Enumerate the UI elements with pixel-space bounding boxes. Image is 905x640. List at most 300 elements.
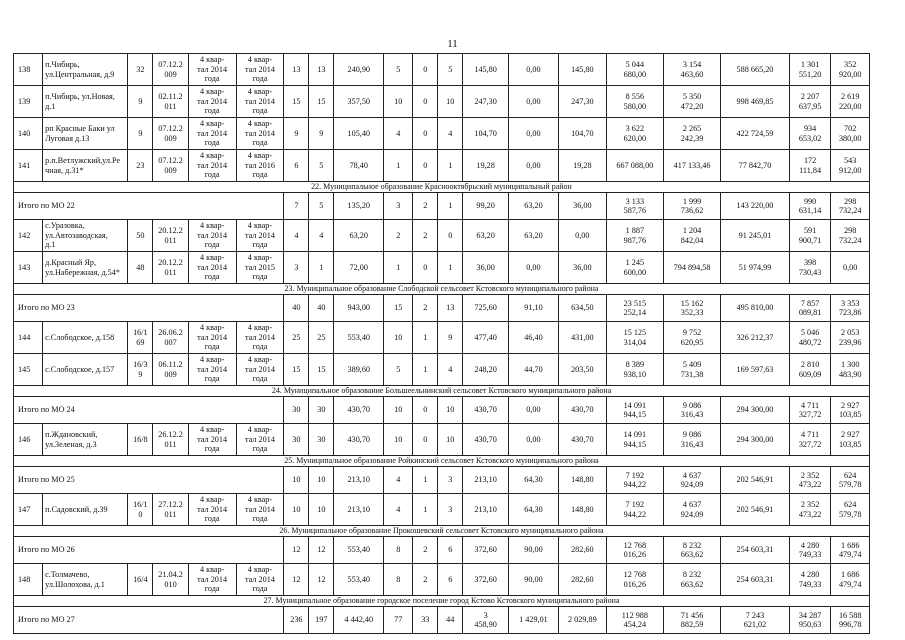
cost-local: 4 280 749,33 (789, 564, 831, 596)
doc-date: 27.12.2 011 (153, 494, 188, 526)
flats-municipal: 2 (413, 220, 438, 252)
doc-number: 9 (128, 118, 153, 150)
cost-extra: 3 353 723,86 (831, 295, 870, 322)
area-private: 282,60 (558, 564, 606, 596)
flats-private: 5 (438, 54, 463, 86)
cost-total: 5 044 680,00 (606, 54, 663, 86)
area-private: 148,80 (558, 467, 606, 494)
cost-total: 3 133 587,76 (606, 193, 663, 220)
doc-date: 26.12.2 011 (153, 424, 188, 456)
cost-local: 2 352 473,22 (789, 467, 831, 494)
flats-private: 13 (438, 295, 463, 322)
row-number: 145 (14, 354, 43, 386)
table-row (14, 150, 870, 182)
address: п.Ждановский, ул.Зеленая, д.3 (43, 424, 128, 456)
flats-total: 10 (384, 424, 413, 456)
planned-start: 4 квар- тал 2014 года (188, 424, 236, 456)
flats-private: 9 (438, 322, 463, 354)
flats-total: 8 (384, 564, 413, 596)
area-relocated: 430,70 (463, 397, 509, 424)
doc-date: 06.11.2 009 (153, 354, 188, 386)
table-row (14, 322, 870, 354)
flats-total: 77 (384, 607, 413, 634)
residents-total: 15 (284, 86, 309, 118)
doc-number: 9 (128, 86, 153, 118)
cost-extra: 2 927 103,85 (831, 424, 870, 456)
planned-start: 4 квар- тал 2014 года (188, 322, 236, 354)
section-header-row (14, 596, 870, 607)
subtotal-label: Итого по МО 27 (14, 607, 284, 634)
cost-region: 91 245,01 (721, 220, 790, 252)
cost-extra: 2 927 103,85 (831, 397, 870, 424)
flats-municipal: 2 (413, 564, 438, 596)
row-number: 142 (14, 220, 43, 252)
residents-total: 6 (284, 150, 309, 182)
cost-total: 1 245 600,00 (606, 252, 663, 284)
cost-local: 4 280 749,33 (789, 537, 831, 564)
subtotal-row (14, 467, 870, 494)
residents-total: 15 (284, 354, 309, 386)
cost-region: 202 546,91 (721, 494, 790, 526)
cost-total: 23 515 252,14 (606, 295, 663, 322)
address: д.Красный Яр, ул.Набережная, д.54* (43, 252, 128, 284)
area-relocated: 36,00 (463, 252, 509, 284)
flats-private: 44 (438, 607, 463, 634)
cost-extra: 16 588 996,78 (831, 607, 870, 634)
cost-fund: 794 894,58 (663, 252, 720, 284)
planned-start: 4 квар- тал 2014 года (188, 220, 236, 252)
cost-region: 254 603,31 (721, 564, 790, 596)
flats-municipal: 0 (413, 54, 438, 86)
flats-total: 5 (384, 354, 413, 386)
cost-region: 143 220,00 (721, 193, 790, 220)
cost-extra: 298 732,24 (831, 220, 870, 252)
doc-date: 20.12.2 011 (153, 252, 188, 284)
planned-end: 4 квар- тал 2014 года (236, 322, 284, 354)
address: п.Чибирь, ул.Новая, д.1 (43, 86, 128, 118)
flats-municipal: 1 (413, 467, 438, 494)
residents-total: 12 (284, 564, 309, 596)
cost-extra: 624 579,78 (831, 467, 870, 494)
residents-total: 236 (284, 607, 309, 634)
area-relocated: 248,20 (463, 354, 509, 386)
cost-fund: 3 154 463,60 (663, 54, 720, 86)
area-relocated: 477,40 (463, 322, 509, 354)
area-private: 36,00 (558, 252, 606, 284)
flats-private: 10 (438, 424, 463, 456)
section-header-row (14, 526, 870, 537)
area-total: 430,70 (334, 424, 384, 456)
cost-local: 2 207 637,95 (789, 86, 831, 118)
area-private: 145,80 (558, 54, 606, 86)
residents-relocated: 40 (309, 295, 334, 322)
flats-municipal: 1 (413, 354, 438, 386)
cost-region: 422 724,59 (721, 118, 790, 150)
section-title: 24. Муниципальное образование Большеельнинский сельсовет Кстовского муниципального района (14, 386, 870, 397)
residents-total: 3 (284, 252, 309, 284)
cost-fund: 1 204 842,04 (663, 220, 720, 252)
planned-end: 4 квар- тал 2014 года (236, 86, 284, 118)
section-title: 22. Муниципальное образование Краснооктябрьский муниципальный район (14, 182, 870, 193)
area-municipal: 63,20 (508, 220, 558, 252)
area-relocated: 430,70 (463, 424, 509, 456)
row-number: 141 (14, 150, 43, 182)
row-number: 146 (14, 424, 43, 456)
planned-end: 4 квар- тал 2014 года (236, 424, 284, 456)
cost-total: 12 768 016,26 (606, 537, 663, 564)
planned-end: 4 квар- тал 2014 года (236, 354, 284, 386)
area-private: 430,70 (558, 424, 606, 456)
flats-private: 3 (438, 494, 463, 526)
table-row (14, 220, 870, 252)
area-relocated: 63,20 (463, 220, 509, 252)
area-private: 634,50 (558, 295, 606, 322)
doc-date: 07.12.2 009 (153, 118, 188, 150)
area-municipal: 44,70 (508, 354, 558, 386)
residents-relocated: 25 (309, 322, 334, 354)
flats-total: 1 (384, 150, 413, 182)
area-relocated: 213,10 (463, 467, 509, 494)
flats-municipal: 0 (413, 86, 438, 118)
subtotal-label: Итого по МО 24 (14, 397, 284, 424)
cost-region: 7 243 621,02 (721, 607, 790, 634)
flats-municipal: 2 (413, 537, 438, 564)
doc-date: 21.04.2 010 (153, 564, 188, 596)
residents-relocated: 10 (309, 467, 334, 494)
cost-region: 202 546,91 (721, 467, 790, 494)
flats-total: 10 (384, 397, 413, 424)
area-municipal: 64,30 (508, 467, 558, 494)
address: п.Чибирь, ул.Центральная, д.9 (43, 54, 128, 86)
area-relocated: 145,80 (463, 54, 509, 86)
residents-relocated: 9 (309, 118, 334, 150)
cost-fund: 2 265 242,39 (663, 118, 720, 150)
area-private: 430,70 (558, 397, 606, 424)
row-number: 143 (14, 252, 43, 284)
cost-fund: 5 350 472,20 (663, 86, 720, 118)
doc-number: 50 (128, 220, 153, 252)
cost-fund: 9 752 620,95 (663, 322, 720, 354)
planned-end: 4 квар- тал 2016 года (236, 150, 284, 182)
area-total: 943,00 (334, 295, 384, 322)
residents-relocated: 12 (309, 537, 334, 564)
cost-local: 4 711 327,72 (789, 397, 831, 424)
cost-fund: 15 162 352,33 (663, 295, 720, 322)
area-private: 0,00 (558, 220, 606, 252)
area-municipal: 91,10 (508, 295, 558, 322)
cost-region: 77 842,70 (721, 150, 790, 182)
row-number: 147 (14, 494, 43, 526)
flats-private: 3 (438, 467, 463, 494)
cost-extra: 352 920,00 (831, 54, 870, 86)
cost-fund: 9 086 316,43 (663, 424, 720, 456)
subtotal-label: Итого по МО 25 (14, 467, 284, 494)
residents-total: 25 (284, 322, 309, 354)
cost-region: 254 603,31 (721, 537, 790, 564)
area-relocated: 372,60 (463, 537, 509, 564)
residents-relocated: 30 (309, 397, 334, 424)
flats-total: 5 (384, 54, 413, 86)
cost-fund: 71 456 882,59 (663, 607, 720, 634)
cost-fund: 1 999 736,62 (663, 193, 720, 220)
row-number: 140 (14, 118, 43, 150)
cost-region: 51 974,99 (721, 252, 790, 284)
cost-local: 7 857 089,81 (789, 295, 831, 322)
doc-date: 02.11.2 011 (153, 86, 188, 118)
area-total: 553,40 (334, 564, 384, 596)
doc-number: 16/3 9 (128, 354, 153, 386)
planned-end: 4 квар- тал 2014 года (236, 54, 284, 86)
cost-fund: 8 232 663,62 (663, 564, 720, 596)
page-number: 11 (447, 38, 458, 50)
residents-relocated: 10 (309, 494, 334, 526)
area-municipal: 1 429,01 (508, 607, 558, 634)
cost-total: 112 988 454,24 (606, 607, 663, 634)
cost-extra: 1 686 479,74 (831, 564, 870, 596)
cost-fund: 9 086 316,43 (663, 397, 720, 424)
area-total: 213,10 (334, 467, 384, 494)
cost-total: 1 887 987,76 (606, 220, 663, 252)
flats-private: 0 (438, 220, 463, 252)
planned-start: 4 квар- тал 2014 года (188, 150, 236, 182)
doc-date: 07.12.2 009 (153, 150, 188, 182)
residents-relocated: 13 (309, 54, 334, 86)
flats-private: 4 (438, 118, 463, 150)
area-municipal: 0,00 (508, 54, 558, 86)
cost-region: 495 810,00 (721, 295, 790, 322)
flats-municipal: 33 (413, 607, 438, 634)
area-total: 389,60 (334, 354, 384, 386)
cost-fund: 417 133,46 (663, 150, 720, 182)
area-municipal: 0,00 (508, 86, 558, 118)
flats-total: 4 (384, 118, 413, 150)
section-header-row (14, 182, 870, 193)
residents-total: 4 (284, 220, 309, 252)
row-number: 144 (14, 322, 43, 354)
flats-total: 10 (384, 322, 413, 354)
planned-start: 4 квар- тал 2014 года (188, 564, 236, 596)
planned-end: 4 квар- тал 2015 года (236, 252, 284, 284)
doc-number: 48 (128, 252, 153, 284)
address: с.Уразовка, ул.Автозаводская, д.1 (43, 220, 128, 252)
doc-date: 07.12.2 009 (153, 54, 188, 86)
area-relocated: 104,70 (463, 118, 509, 150)
residents-total: 13 (284, 54, 309, 86)
flats-municipal: 0 (413, 252, 438, 284)
cost-fund: 4 637 924,09 (663, 467, 720, 494)
cost-total: 14 091 944,15 (606, 424, 663, 456)
cost-local: 5 046 480,72 (789, 322, 831, 354)
table-row (14, 564, 870, 596)
section-header-row (14, 456, 870, 467)
flats-private: 1 (438, 193, 463, 220)
flats-total: 3 (384, 193, 413, 220)
cost-region: 294 300,00 (721, 397, 790, 424)
flats-total: 15 (384, 295, 413, 322)
area-municipal: 0,00 (508, 397, 558, 424)
area-total: 553,40 (334, 537, 384, 564)
cost-total: 667 088,00 (606, 150, 663, 182)
planned-end: 4 квар- тал 2014 года (236, 220, 284, 252)
flats-municipal: 2 (413, 295, 438, 322)
cost-total: 7 192 944,22 (606, 494, 663, 526)
cost-total: 15 125 314,04 (606, 322, 663, 354)
cost-total: 8 389 938,10 (606, 354, 663, 386)
area-municipal: 90,00 (508, 537, 558, 564)
cost-fund: 8 232 663,62 (663, 537, 720, 564)
doc-number: 16/1 69 (128, 322, 153, 354)
residents-total: 10 (284, 467, 309, 494)
area-private: 203,50 (558, 354, 606, 386)
area-total: 553,40 (334, 322, 384, 354)
planned-start: 4 квар- тал 2014 года (188, 118, 236, 150)
residents-relocated: 15 (309, 354, 334, 386)
cost-local: 2 810 609,09 (789, 354, 831, 386)
cost-local: 1 301 551,20 (789, 54, 831, 86)
residents-relocated: 15 (309, 86, 334, 118)
section-title: 25. Муниципальное образование Ройкинский сельсовет Кстовского муниципального района (14, 456, 870, 467)
cost-local: 172 111,84 (789, 150, 831, 182)
cost-extra: 298 732,24 (831, 193, 870, 220)
area-private: 431,00 (558, 322, 606, 354)
flats-private: 4 (438, 354, 463, 386)
residents-total: 30 (284, 397, 309, 424)
cost-extra: 624 579,78 (831, 494, 870, 526)
area-private: 36,00 (558, 193, 606, 220)
area-municipal: 0,00 (508, 150, 558, 182)
doc-date: 26.06.2 007 (153, 322, 188, 354)
doc-number: 16/8 (128, 424, 153, 456)
subtotal-row (14, 607, 870, 634)
area-private: 2 029,89 (558, 607, 606, 634)
cost-total: 14 091 944,15 (606, 397, 663, 424)
section-header-row (14, 386, 870, 397)
cost-region: 294 300,00 (721, 424, 790, 456)
cost-local: 4 711 327,72 (789, 424, 831, 456)
cost-local: 990 631,14 (789, 193, 831, 220)
residents-total: 40 (284, 295, 309, 322)
flats-municipal: 1 (413, 322, 438, 354)
doc-number: 23 (128, 150, 153, 182)
area-private: 104,70 (558, 118, 606, 150)
area-total: 105,40 (334, 118, 384, 150)
subtotal-label: Итого по МО 22 (14, 193, 284, 220)
flats-private: 1 (438, 252, 463, 284)
cost-region: 998 469,85 (721, 86, 790, 118)
flats-private: 6 (438, 537, 463, 564)
area-total: 63,20 (334, 220, 384, 252)
doc-date: 20.12.2 011 (153, 220, 188, 252)
flats-total: 1 (384, 252, 413, 284)
flats-municipal: 2 (413, 193, 438, 220)
area-private: 282,60 (558, 537, 606, 564)
flats-total: 4 (384, 494, 413, 526)
area-municipal: 63,20 (508, 193, 558, 220)
table-row (14, 354, 870, 386)
address: с.Слободское, д.157 (43, 354, 128, 386)
area-municipal: 90,00 (508, 564, 558, 596)
residents-total: 7 (284, 193, 309, 220)
table-row (14, 86, 870, 118)
area-total: 213,10 (334, 494, 384, 526)
cost-total: 7 192 944,22 (606, 467, 663, 494)
cost-region: 326 212,37 (721, 322, 790, 354)
table-row (14, 54, 870, 86)
cost-local: 591 900,71 (789, 220, 831, 252)
flats-private: 6 (438, 564, 463, 596)
flats-private: 1 (438, 150, 463, 182)
flats-total: 10 (384, 86, 413, 118)
planned-start: 4 квар- тал 2014 года (188, 86, 236, 118)
area-relocated: 213,10 (463, 494, 509, 526)
doc-number: 16/1 0 (128, 494, 153, 526)
cost-fund: 5 409 731,38 (663, 354, 720, 386)
subtotal-row (14, 537, 870, 564)
row-number: 148 (14, 564, 43, 596)
planned-start: 4 квар- тал 2014 года (188, 252, 236, 284)
subtotal-label: Итого по МО 23 (14, 295, 284, 322)
area-total: 78,40 (334, 150, 384, 182)
table-row (14, 424, 870, 456)
cost-extra: 1 686 479,74 (831, 537, 870, 564)
residents-total: 12 (284, 537, 309, 564)
cost-region: 169 597,63 (721, 354, 790, 386)
area-relocated: 99,20 (463, 193, 509, 220)
cost-local: 398 730,43 (789, 252, 831, 284)
row-number: 139 (14, 86, 43, 118)
residents-total: 9 (284, 118, 309, 150)
subtotal-row (14, 193, 870, 220)
area-total: 135,20 (334, 193, 384, 220)
cost-extra: 2 053 239,96 (831, 322, 870, 354)
area-private: 247,30 (558, 86, 606, 118)
cost-region: 588 665,20 (721, 54, 790, 86)
residents-relocated: 12 (309, 564, 334, 596)
address: р.п.Ветлужский,ул.Ре чная, д.31* (43, 150, 128, 182)
flats-municipal: 0 (413, 397, 438, 424)
residents-relocated: 1 (309, 252, 334, 284)
address: п.Садовский, д.39 (43, 494, 128, 526)
flats-private: 10 (438, 397, 463, 424)
table-row (14, 118, 870, 150)
cost-total: 3 622 620,00 (606, 118, 663, 150)
planned-start: 4 квар- тал 2014 года (188, 354, 236, 386)
flats-private: 10 (438, 86, 463, 118)
residents-relocated: 30 (309, 424, 334, 456)
area-relocated: 725,60 (463, 295, 509, 322)
residents-relocated: 5 (309, 150, 334, 182)
flats-municipal: 0 (413, 150, 438, 182)
area-municipal: 64,30 (508, 494, 558, 526)
cost-extra: 702 380,00 (831, 118, 870, 150)
address: с.Толмачево, ул.Шолохова, д.1 (43, 564, 128, 596)
area-relocated: 3 458,90 (463, 607, 509, 634)
cost-fund: 4 637 924,09 (663, 494, 720, 526)
cost-extra: 1 300 483,90 (831, 354, 870, 386)
cost-extra: 0,00 (831, 252, 870, 284)
area-municipal: 0,00 (508, 424, 558, 456)
cost-local: 34 287 950,63 (789, 607, 831, 634)
area-municipal: 0,00 (508, 252, 558, 284)
area-private: 19,28 (558, 150, 606, 182)
area-total: 72,00 (334, 252, 384, 284)
cost-extra: 2 619 220,00 (831, 86, 870, 118)
flats-municipal: 0 (413, 118, 438, 150)
cost-extra: 543 912,00 (831, 150, 870, 182)
subtotal-label: Итого по МО 26 (14, 537, 284, 564)
flats-municipal: 1 (413, 494, 438, 526)
residents-relocated: 4 (309, 220, 334, 252)
